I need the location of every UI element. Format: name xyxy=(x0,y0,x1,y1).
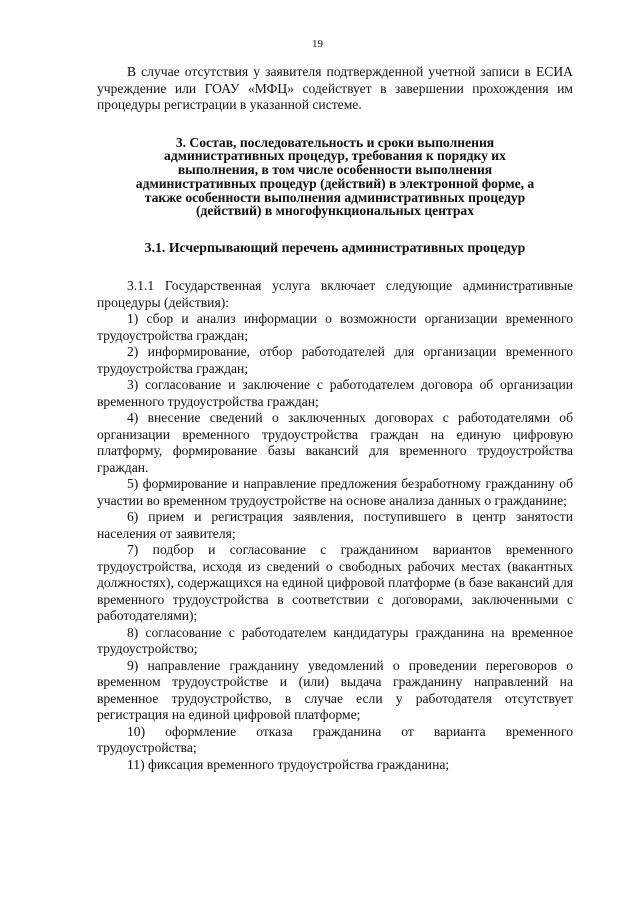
list-item: 5) формирование и направление предложения безработному гражданину об участии во временном трудоустройстве на основе анализа данных о гражданине; xyxy=(97,476,573,508)
section-heading: 3. Состав, последовательность и сроки выполнения административных процедур, требования к порядку их выполнения, в том числе особенности выполнения административных процедур (действий) в электронной форме, а также особенности выполнения административных процедур (действий) в многофункциональных центрах xyxy=(135,134,535,219)
list-item: 3.1.1 Государственная услуга включает следующие административные процедуры (действия): xyxy=(97,278,573,310)
list-item: 3) согласование и заключение с работодателем договора об организации временного трудоустройства граждан; xyxy=(97,377,573,409)
intro-paragraph: В случае отсутствия у заявителя подтвержденной учетной записи в ЕСИА учреждение или ГОАУ «МФЦ» содействует в завершении прохождения им процедуры регистрации в указанной системе. xyxy=(97,64,573,112)
list-item: 10) оформление отказа гражданина от варианта временного трудоустройства; xyxy=(97,723,573,756)
list-item: 11) фиксация временного трудоустройства гражданина; xyxy=(127,756,450,772)
list-item: 4) внесение сведений о заключенных договорах с работодателями об организации временного трудоустройства граждан на единую цифровую платформу, формирование базы вакансий для временного трудоустройства граждан. xyxy=(97,410,573,475)
list-item: 2) информирование, отбор работодателей для организации временного трудоустройства граждан; xyxy=(97,344,573,376)
page-content xyxy=(97,64,573,773)
page-number: 19 xyxy=(312,38,323,50)
list-item: 1) сбор и анализ информации о возможности организации временного трудоустройства граждан; xyxy=(97,311,573,343)
list-item: 7) подбор и согласование с гражданином вариантов временного трудоустройства, исходя из сведений о свободных рабочих местах (вакантных должностях), содержащихся на единой цифровой платформе (в базе вакансий для временного трудоустройства в соответствии с договорами, заключенными с работодателями); xyxy=(97,542,573,624)
list-item: 8) согласование с работодателем кандидатуры гражданина на временное трудоустройство; xyxy=(97,624,573,657)
subsection-heading: 3.1. Исчерпывающий перечень административных процедур xyxy=(144,240,526,256)
list-item: 9) направление гражданину уведомлений о проведении переговоров о временном трудоустройстве и (или) выдача гражданину направлений на временное трудоустройство, в случае если у работодателя отсутствует регистрация на единой цифровой платформе; xyxy=(97,657,573,723)
procedures-list xyxy=(97,278,573,773)
list-item: 6) прием и регистрация заявления, поступившего в центр занятости населения от заявителя; xyxy=(97,509,573,541)
